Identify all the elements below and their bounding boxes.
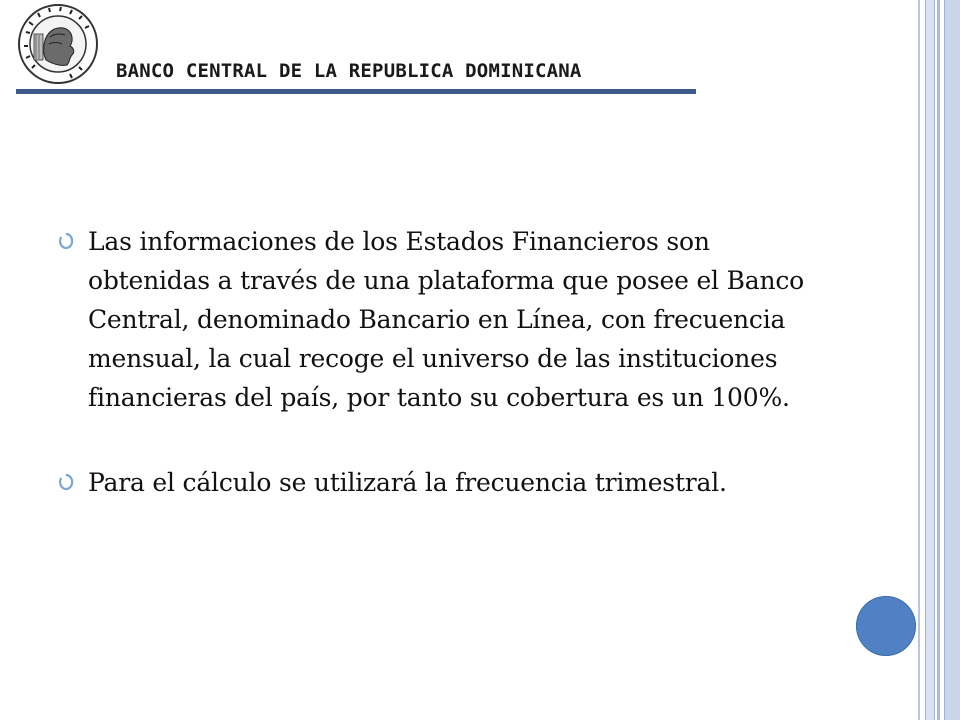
header-divider [16, 89, 696, 94]
decorative-vertical-bar [918, 0, 920, 720]
decorative-vertical-bar [937, 0, 940, 720]
o-ring-bullet-icon [58, 473, 74, 491]
bullet-text: Las informaciones de los Estados Financieros son obtenidas a través de una plataforma que posee el Banco Central, denominado Bancario en Línea, con frecuencia mensual, la cual recoge el universo de las instituciones financieras del país, por tanto su cobertura es un 100%. [88, 227, 805, 412]
decorative-vertical-bar [944, 0, 960, 720]
decorative-circle [856, 596, 916, 656]
o-ring-bullet-icon [58, 232, 74, 250]
list-item [56, 463, 836, 502]
bullet-text: Para el cálculo se utilizará la frecuencia trimestral. [88, 468, 727, 497]
list-item [56, 222, 836, 417]
header-title: BANCO CENTRAL DE LA REPUBLICA DOMINICANA [116, 60, 582, 82]
decorative-vertical-bar [925, 0, 935, 720]
bullet-list [56, 222, 836, 502]
central-bank-seal-icon [12, 2, 104, 86]
